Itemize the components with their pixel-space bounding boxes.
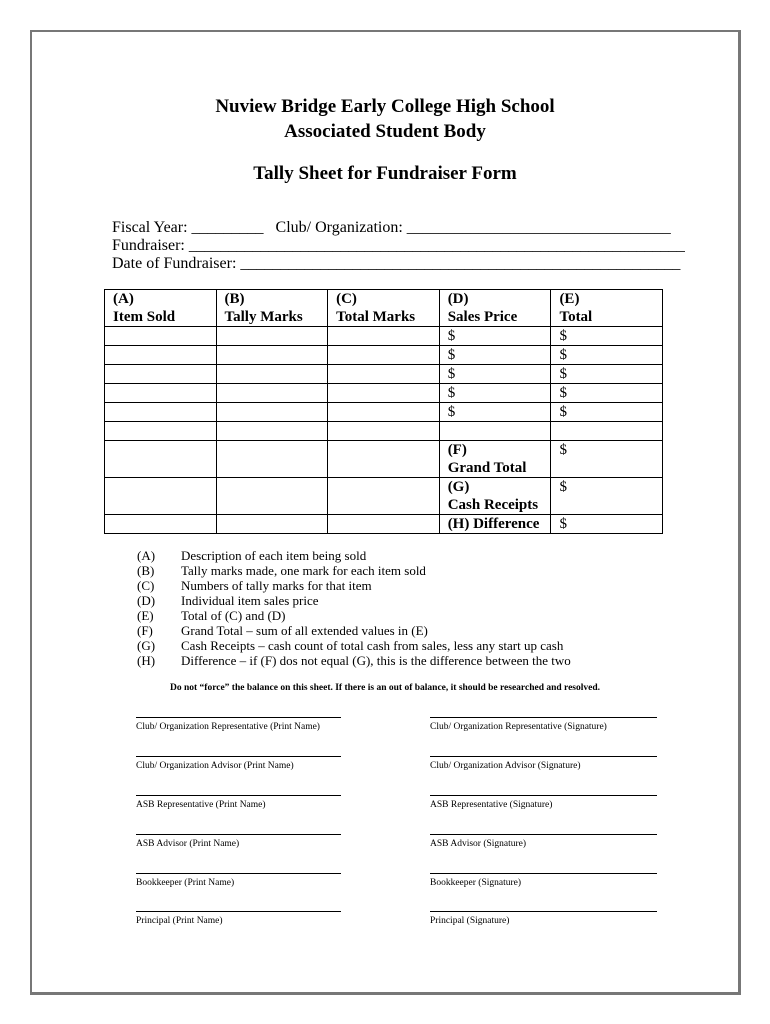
marks-cell[interactable]: [328, 478, 440, 515]
legend-item: (E) Total of (C) and (D): [137, 608, 286, 623]
legend-item: (F) Grand Total – sum of all extended values in (E): [137, 623, 428, 638]
legend-item: (B) Tally marks made, one mark for each item sold: [137, 563, 426, 578]
bookkeeper-print-name-field[interactable]: Bookkeeper (Print Name): [136, 873, 341, 889]
header-total-marks: (C) Total Marks: [328, 290, 440, 327]
item-cell[interactable]: [105, 422, 217, 441]
advisor-print-name-field[interactable]: Club/ Organization Advisor (Print Name): [136, 756, 341, 772]
table-row: [105, 365, 663, 384]
total-cell[interactable]: $: [551, 346, 663, 365]
header-item-sold: (A) Item Sold: [105, 290, 217, 327]
total-cell[interactable]: $: [551, 365, 663, 384]
table-row: [105, 422, 663, 441]
balance-note: Do not “force” the balance on this sheet. If there is an out of balance, it should be researched and resolved.: [169, 683, 601, 693]
tally-cell[interactable]: [216, 384, 328, 403]
table-header-row: [105, 290, 663, 327]
price-cell[interactable]: $: [439, 365, 551, 384]
legend-item: (H) Difference – if (F) dos not equal (G), this is the difference between the two: [137, 653, 571, 668]
cash-receipts-cell[interactable]: $: [551, 478, 663, 515]
rep-print-name-field[interactable]: Club/ Organization Representative (Print Name): [136, 717, 341, 733]
legend: [137, 548, 571, 668]
table-row: [105, 346, 663, 365]
price-cell[interactable]: $: [439, 384, 551, 403]
asb-advisor-signature-field[interactable]: ASB Advisor (Signature): [430, 834, 657, 850]
form-title: Tally Sheet for Fundraiser Form: [253, 163, 517, 184]
header-total: (E) Total: [551, 290, 663, 327]
marks-cell[interactable]: [328, 441, 440, 478]
table-row: [105, 403, 663, 422]
difference-row: [105, 515, 663, 534]
marks-cell[interactable]: [328, 403, 440, 422]
total-cell[interactable]: $: [551, 403, 663, 422]
price-cell[interactable]: [439, 422, 551, 441]
rep-signature-field[interactable]: Club/ Organization Representative (Signature): [430, 717, 657, 733]
tally-table: [104, 289, 663, 534]
total-cell[interactable]: $: [551, 384, 663, 403]
grand-total-label: (F) Grand Total: [439, 441, 551, 478]
marks-cell[interactable]: [328, 384, 440, 403]
table-row: [105, 327, 663, 346]
header-tally-marks: (B) Tally Marks: [216, 290, 328, 327]
difference-cell[interactable]: $: [551, 515, 663, 534]
item-cell[interactable]: [105, 515, 217, 534]
marks-cell[interactable]: [328, 346, 440, 365]
price-cell[interactable]: $: [439, 346, 551, 365]
tally-cell[interactable]: [216, 478, 328, 515]
fiscal-year-club-field[interactable]: Fiscal Year: _________ Club/ Organization: _________________________________: [112, 219, 671, 236]
marks-cell[interactable]: [328, 515, 440, 534]
grand-total-cell[interactable]: $: [551, 441, 663, 478]
tally-cell[interactable]: [216, 515, 328, 534]
item-cell[interactable]: [105, 403, 217, 422]
advisor-signature-field[interactable]: Club/ Organization Advisor (Signature): [430, 756, 657, 772]
date-of-fundraiser-field[interactable]: Date of Fundraiser: _______________________________________________________: [112, 255, 681, 272]
item-cell[interactable]: [105, 478, 217, 515]
item-cell[interactable]: [105, 327, 217, 346]
legend-item: (C) Numbers of tally marks for that item: [137, 578, 372, 593]
principal-print-name-field[interactable]: Principal (Print Name): [136, 911, 341, 927]
item-cell[interactable]: [105, 441, 217, 478]
principal-signature-field[interactable]: Principal (Signature): [430, 911, 657, 927]
marks-cell[interactable]: [328, 365, 440, 384]
total-cell[interactable]: [551, 422, 663, 441]
marks-cell[interactable]: [328, 327, 440, 346]
cash-receipts-row: [105, 478, 663, 515]
bookkeeper-signature-field[interactable]: Bookkeeper (Signature): [430, 873, 657, 889]
tally-cell[interactable]: [216, 403, 328, 422]
price-cell[interactable]: $: [439, 403, 551, 422]
tally-cell[interactable]: [216, 441, 328, 478]
tally-cell[interactable]: [216, 365, 328, 384]
asb-rep-signature-field[interactable]: ASB Representative (Signature): [430, 795, 657, 811]
asb-title: Associated Student Body: [284, 121, 486, 142]
tally-cell[interactable]: [216, 327, 328, 346]
total-cell[interactable]: $: [551, 327, 663, 346]
difference-label: (H) Difference: [439, 515, 551, 534]
legend-item: (A) Description of each item being sold: [137, 548, 367, 563]
legend-item: (G) Cash Receipts – cash count of total cash from sales, less any start up cash: [137, 638, 564, 653]
item-cell[interactable]: [105, 365, 217, 384]
item-cell[interactable]: [105, 384, 217, 403]
tally-cell[interactable]: [216, 422, 328, 441]
fundraiser-field[interactable]: Fundraiser: ______________________________________________________________: [112, 237, 685, 254]
tally-cell[interactable]: [216, 346, 328, 365]
marks-cell[interactable]: [328, 422, 440, 441]
asb-advisor-print-name-field[interactable]: ASB Advisor (Print Name): [136, 834, 341, 850]
cash-receipts-label: (G) Cash Receipts: [439, 478, 551, 515]
grand-total-row: [105, 441, 663, 478]
header-sales-price: (D) Sales Price: [439, 290, 551, 327]
asb-rep-print-name-field[interactable]: ASB Representative (Print Name): [136, 795, 341, 811]
item-cell[interactable]: [105, 346, 217, 365]
price-cell[interactable]: $: [439, 327, 551, 346]
table-row: [105, 384, 663, 403]
legend-item: (D) Individual item sales price: [137, 593, 319, 608]
school-title: Nuview Bridge Early College High School: [215, 96, 555, 117]
